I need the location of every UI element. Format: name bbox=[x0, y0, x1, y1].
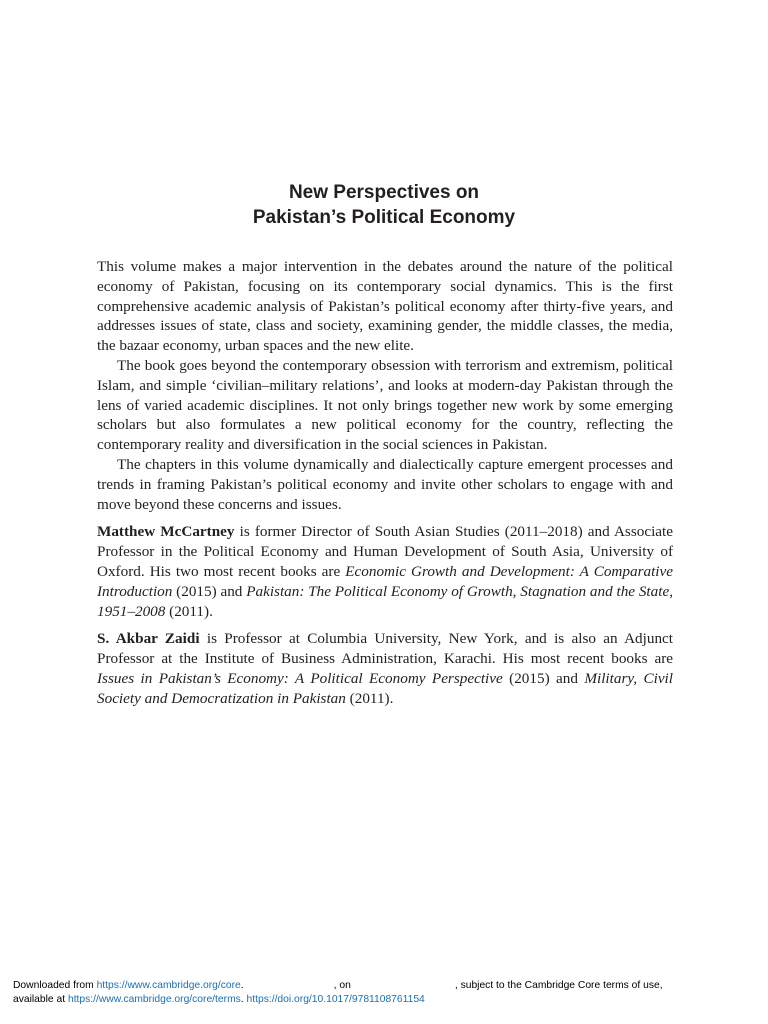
download-footer bbox=[13, 979, 758, 1006]
bio-text: is former Director of South Asian Studies (2011–2018) and Associate Professor in the Political Economy and Human Development of South Asia, University of Oxford. His two most recent books are bbox=[97, 523, 673, 580]
doi-link[interactable]: https://doi.org/10.1017/9781108761154 bbox=[246, 993, 425, 1005]
bio-text: (2015) and bbox=[172, 582, 247, 600]
author-bio-zaidi bbox=[97, 629, 673, 708]
bio-text: (2011). bbox=[345, 689, 394, 707]
bio-text: (2015) and bbox=[502, 669, 585, 687]
blurb-paragraph-1: This volume makes a major intervention in the debates around the nature of the political economy of Pakistan, focusing on its contemporary social dynamics. This is the first comprehensive academic analysis of Pakistan’s political economy after thirty-five years, and addresses issues of state, class and society, examining gender, the middle classes, the media, the bazaar economy, urban spaces and the new elite. bbox=[97, 258, 673, 355]
footer-text: . bbox=[240, 980, 244, 991]
page-title bbox=[0, 180, 768, 230]
book-description bbox=[97, 257, 673, 709]
cambridge-core-link[interactable]: https://www.cambridge.org/core bbox=[96, 980, 241, 991]
terms-link[interactable]: https://www.cambridge.org/core/terms bbox=[67, 993, 241, 1005]
author-name: Matthew McCartney bbox=[97, 523, 235, 541]
book-title: Military, Civil Society and Democratization in Pakistan bbox=[97, 669, 673, 707]
footer-text: , subject to the Cambridge Core terms of use, bbox=[454, 980, 663, 991]
footer-line-1 bbox=[13, 979, 758, 993]
footer-text: . bbox=[240, 993, 247, 1005]
author-bio-mccartney bbox=[97, 522, 673, 621]
blurb-paragraph-3: The chapters in this volume dynamically and dialectically capture emergent processes and trends in framing Pakistan’s political economy and invite other scholars to engage with and move beyond these concerns and issues. bbox=[97, 455, 673, 513]
footer-line-2 bbox=[13, 993, 758, 1007]
footer-text: , on bbox=[333, 980, 351, 991]
book-title: Pakistan: The Political Economy of Growth, Stagnation and the State, 1951–2008 bbox=[97, 582, 673, 620]
footer-text: available at bbox=[13, 993, 68, 1005]
book-title: Economic Growth and Development: A Comparative Introduction bbox=[97, 562, 673, 600]
title-line-1: New Perspectives on bbox=[288, 182, 480, 203]
bio-text: (2011). bbox=[165, 602, 213, 620]
bio-text: is Professor at Columbia University, New York, and is also an Adjunct Professor at the Institute of Business Administration, Karachi. His most recent books are bbox=[97, 630, 674, 668]
blurb-paragraph-2: The book goes beyond the contemporary obsession with terrorism and extremism, political Islam, and simple ‘civilian–military relations’, and looks at modern-day Pakistan through the lens of varied academic disciplines. It not only brings together new work by some emerging scholars but also formulates a new political economy for the country, reflecting the contemporary reality and diversification in the social sciences in Pakistan. bbox=[97, 356, 673, 454]
title-line-2: Pakistan’s Political Economy bbox=[252, 207, 516, 228]
author-name: S. Akbar Zaidi bbox=[97, 630, 200, 648]
footer-text: Downloaded from bbox=[13, 980, 97, 991]
book-title: Issues in Pakistan’s Economy: A Political Economy Perspective bbox=[97, 669, 503, 687]
